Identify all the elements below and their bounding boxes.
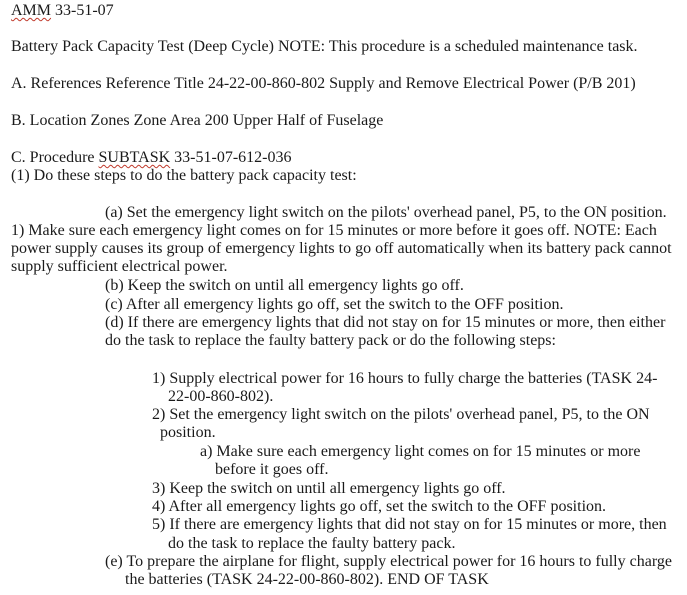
substep-5-line-1: 5) If there are emergency lights that did not stay on for 15 minutes or more, then xyxy=(152,516,667,533)
note-line-3: supply sufficient electrical power. xyxy=(11,258,228,275)
location-section: B. Location Zones Zone Area 200 Upper Half of Fuselage xyxy=(11,112,384,129)
substep-2a-line-1: a) Make sure each emergency light comes on for 15 minutes or more xyxy=(200,443,641,460)
step-c: (c) After all emergency lights go off, set the switch to the OFF position. xyxy=(105,296,564,313)
references-section: A. References Reference Title 24-22-00-860-802 Supply and Remove Electrical Power (P/B 201) xyxy=(11,75,636,92)
substep-1-line-2: 22-00-860-802). xyxy=(168,388,274,405)
step-d-line-1: (d) If there are emergency lights that did not stay on for 15 minutes or more, then either xyxy=(105,314,666,331)
substep-1-line-1: 1) Supply electrical power for 16 hours to fully charge the batteries (TASK 24- xyxy=(152,370,658,387)
substep-2-line-1: 2) Set the emergency light switch on the pilots' overhead panel, P5, to the ON xyxy=(152,406,650,423)
note-line-1: 1) Make sure each emergency light comes on for 15 minutes or more before it goes off. NOTE: Each xyxy=(11,222,657,239)
subtask-number: 33-51-07-612-036 xyxy=(170,149,292,166)
task-title: Battery Pack Capacity Test (Deep Cycle) NOTE: This procedure is a scheduled maintenance task. xyxy=(11,38,638,55)
step-e-line-1: (e) To prepare the airplane for flight, supply electrical power for 16 hours to fully charge xyxy=(105,553,672,570)
amm-reference: 33-51-07 xyxy=(51,2,114,19)
substep-3: 3) Keep the switch on until all emergency lights go off. xyxy=(152,480,506,497)
step-a: (a) Set the emergency light switch on the pilots' overhead panel, P5, to the ON position. xyxy=(105,204,667,221)
amm-word: AMM xyxy=(11,2,52,19)
step-d-line-2: do the task to replace the faulty battery pack or do the following steps: xyxy=(105,332,556,349)
subtask-word: SUBTASK xyxy=(98,149,171,166)
step-e-line-2: the batteries (TASK 24-22-00-860-802). END OF TASK xyxy=(125,571,489,588)
substep-2a-line-2: before it goes off. xyxy=(215,461,329,478)
procedure-prefix: C. Procedure xyxy=(11,149,99,166)
substep-5-line-2: do the task to replace the faulty battery pack. xyxy=(168,535,456,552)
substep-4: 4) After all emergency lights go off, set the switch to the OFF position. xyxy=(152,498,607,515)
note-line-2: power supply causes its group of emergency lights to go off automatically when its battery pack cannot xyxy=(11,240,672,257)
procedure-heading xyxy=(11,149,291,167)
step-1: (1) Do these steps to do the battery pack capacity test: xyxy=(11,167,357,184)
amm-heading xyxy=(11,2,114,20)
substep-2-line-2: position. xyxy=(160,424,216,441)
step-b: (b) Keep the switch on until all emergency lights go off. xyxy=(105,277,464,294)
